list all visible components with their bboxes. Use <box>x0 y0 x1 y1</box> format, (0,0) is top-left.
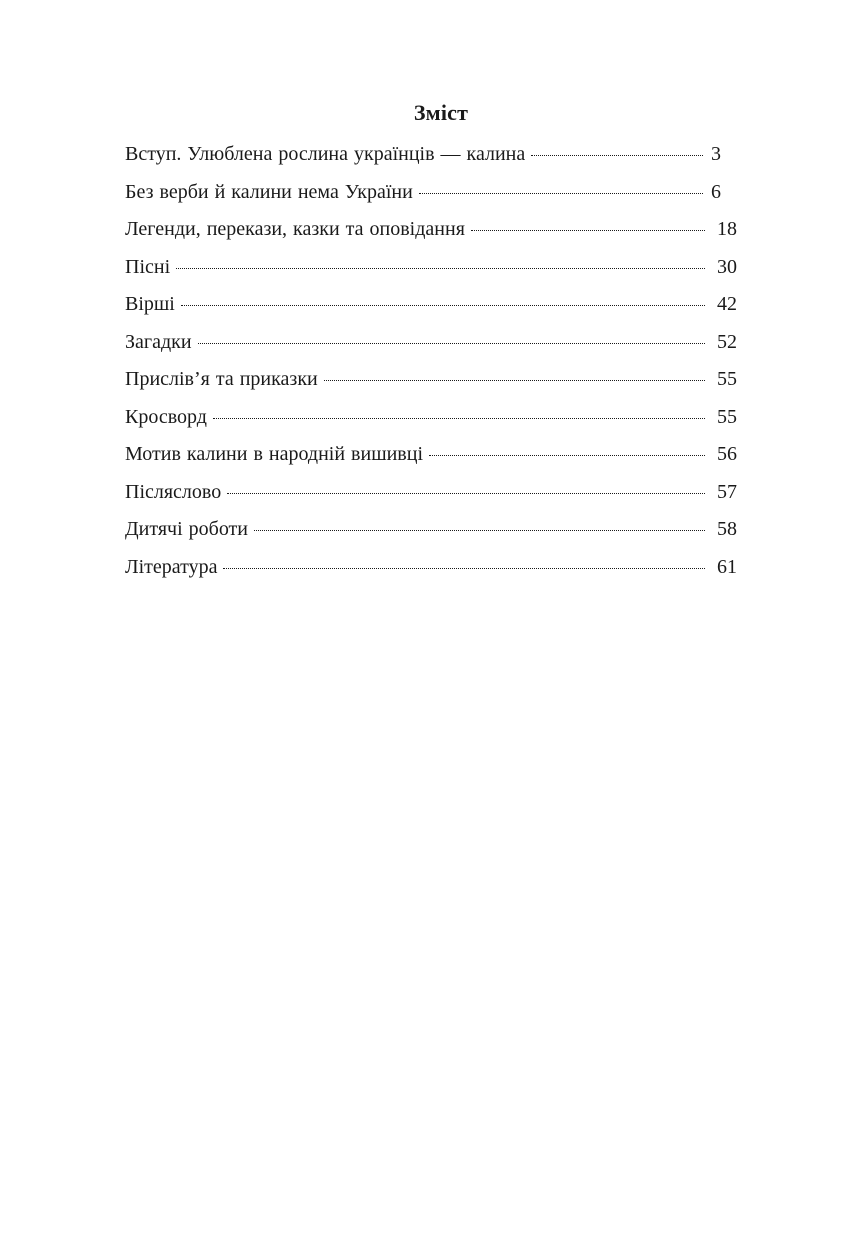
dot-leader <box>198 343 705 344</box>
toc-entry-page: 56 <box>717 443 737 465</box>
toc-entry-page: 55 <box>717 368 737 390</box>
toc-entry-page: 57 <box>717 480 737 503</box>
toc-entry-title: Прислів’я та приказки <box>125 368 318 390</box>
toc-entry <box>125 178 737 216</box>
toc-entry-page: 30 <box>717 255 737 278</box>
dot-leader <box>227 493 705 494</box>
toc-entry <box>125 553 737 591</box>
dot-leader <box>471 230 705 231</box>
toc-entry <box>125 328 737 366</box>
toc-entry-title: Без верби й калини нема України <box>125 180 413 203</box>
toc-entry-title: Загадки <box>125 330 192 353</box>
toc-entry-page: 18 <box>717 218 737 240</box>
toc-entry-title: Легенди, перекази, казки та оповідання <box>125 218 465 240</box>
toc-entry <box>125 365 737 403</box>
toc-entry-title: Кросворд <box>125 405 207 428</box>
toc-entry-title: Мотив калини в народній вишивці <box>125 443 424 465</box>
toc-entry <box>125 215 737 253</box>
dot-leader <box>531 155 703 156</box>
dot-leader <box>254 530 705 531</box>
toc-entry-page: 52 <box>717 330 737 353</box>
toc-entry-title: Пісні <box>125 255 171 278</box>
toc-entry-page: 6 <box>711 180 721 203</box>
toc-entry-page: 3 <box>711 143 721 165</box>
toc-entry-page: 61 <box>717 555 737 578</box>
toc-list <box>125 140 737 590</box>
toc-entry-title: Література <box>125 555 218 578</box>
toc-entry <box>125 515 737 553</box>
dot-leader <box>176 268 705 269</box>
dot-leader <box>223 568 705 569</box>
toc-entry <box>125 290 737 328</box>
dot-leader <box>324 380 705 381</box>
toc-entry <box>125 253 737 291</box>
toc-entry-page: 55 <box>717 405 737 428</box>
toc-entry <box>125 140 737 178</box>
toc-entry <box>125 478 737 516</box>
dot-leader <box>181 305 705 306</box>
toc-entry <box>125 403 737 441</box>
dot-leader <box>429 455 705 456</box>
toc-entry-page: 58 <box>717 518 737 540</box>
toc-entry-title: Вступ. Улюблена рослина українців — калина <box>125 143 526 165</box>
dot-leader <box>419 193 703 194</box>
toc-entry-title: Дитячі роботи <box>125 518 248 540</box>
toc-entry-page: 42 <box>717 293 737 315</box>
toc-entry-title: Післяслово <box>125 480 222 503</box>
dot-leader <box>213 418 705 419</box>
toc-title: Зміст <box>413 100 469 125</box>
toc-entry-title: Вірші <box>125 293 175 315</box>
toc-entry <box>125 440 737 478</box>
